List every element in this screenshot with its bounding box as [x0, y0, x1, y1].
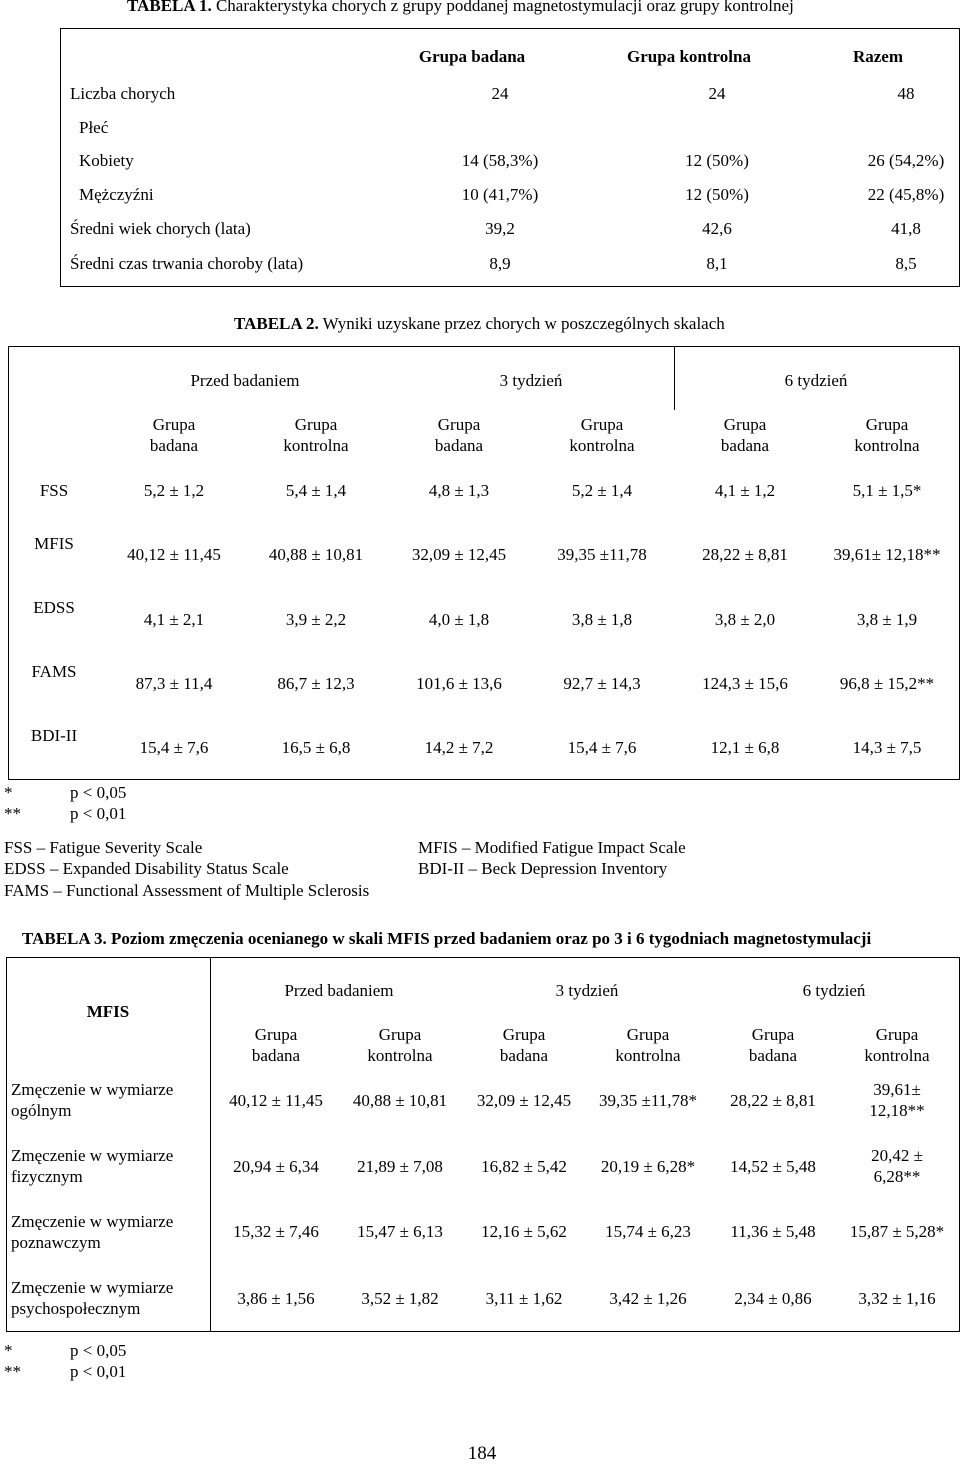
table2-row-label: BDI-II	[30, 726, 78, 745]
table2-group-header: Grupa badana	[149, 415, 199, 455]
table3-cell: 20,19 ± 6,28*	[600, 1157, 696, 1176]
table3-group-header: Grupa badana	[499, 1025, 549, 1065]
table2-cell: 39,61± 12,18**	[833, 545, 941, 564]
table2-top-border	[8, 346, 960, 347]
table3-row-label: Zmęczenie w wymiarze poznawczym	[11, 1212, 174, 1252]
table2-group-header: Grupa badana	[720, 415, 770, 455]
table3-note-text: p < 0,05	[70, 1341, 127, 1360]
table2-period-before: Przed badaniem	[190, 371, 300, 390]
abbr-edss: EDSS – Expanded Disability Status Scale	[4, 859, 289, 878]
abbr-mfis: MFIS – Modified Fatigue Impact Scale	[418, 838, 686, 857]
table2-period-week3: 3 tydzień	[499, 371, 563, 390]
table1-header-kontrolna: Grupa kontrolna	[627, 47, 751, 66]
table3-row-label: Zmęczenie w wymiarze fizycznym	[11, 1146, 174, 1186]
table3-row-label: Zmęczenie w wymiarze psychospołecznym	[11, 1278, 174, 1318]
table2-bottom-border	[8, 779, 960, 780]
table1-row-label: Średni czas trwania choroby (lata)	[70, 254, 304, 273]
table3-note-mark: **	[4, 1362, 21, 1381]
table2-cell: 4,8 ± 1,3	[428, 481, 490, 500]
table2-cell: 87,3 ± 11,4	[135, 674, 213, 693]
table2-title-label: TABELA 2.	[234, 314, 319, 333]
table2-cell: 3,9 ± 2,2	[285, 610, 347, 629]
table3-period-before: Przed badaniem	[284, 981, 394, 1000]
table1-cell: 8,1	[706, 254, 728, 273]
table3-group-header: Grupa badana	[748, 1025, 798, 1065]
table1-row-label: Płeć	[79, 118, 109, 137]
table3-cell: 39,35 ±11,78*	[599, 1091, 697, 1110]
table1-cell: 14 (58,3%)	[461, 151, 539, 170]
table2-cell: 12,1 ± 6,8	[710, 738, 780, 757]
table1-cell: 48	[897, 84, 915, 103]
table2-cell: 5,2 ± 1,4	[571, 481, 633, 500]
abbr-fss: FSS – Fatigue Severity Scale	[4, 838, 203, 857]
table3-note-text: p < 0,01	[70, 1362, 127, 1381]
table3-note-mark: *	[4, 1341, 13, 1360]
table1-row-label: Mężczyźni	[79, 185, 154, 204]
table1-row-label: Liczba chorych	[70, 84, 176, 103]
table1-cell: 24	[708, 84, 726, 103]
table2-group-header: Grupa kontrolna	[283, 415, 349, 455]
table2-cell: 101,6 ± 13,6	[416, 674, 502, 693]
table3-cell: 15,32 ± 7,46	[233, 1222, 319, 1241]
table3-cell: 28,22 ± 8,81	[730, 1091, 816, 1110]
table3-cell: 39,61± 12,18**	[869, 1080, 925, 1120]
table2-note-mark: *	[4, 783, 13, 802]
table1-row-label: Kobiety	[79, 151, 134, 170]
table1-row-label: Średni wiek chorych (lata)	[70, 219, 251, 238]
table1-cell: 26 (54,2%)	[867, 151, 945, 170]
table3-cell: 3,32 ± 1,16	[858, 1289, 936, 1308]
table3-cell: 14,52 ± 5,48	[730, 1157, 816, 1176]
table2-cell: 4,1 ± 1,2	[714, 481, 776, 500]
table3-cell: 20,42 ± 6,28**	[871, 1146, 923, 1186]
table2-note-text: p < 0,01	[70, 804, 127, 823]
table3-cell: 3,86 ± 1,56	[237, 1289, 315, 1308]
table2-group-header: Grupa badana	[434, 415, 484, 455]
table2-row-label: FSS	[39, 481, 69, 500]
table3-bottom-border	[6, 1331, 960, 1332]
table3-cell: 12,16 ± 5,62	[481, 1222, 567, 1241]
table1-cell: 8,9	[489, 254, 511, 273]
table3-cell: 16,82 ± 5,42	[481, 1157, 567, 1176]
table2-cell: 3,8 ± 1,9	[856, 610, 918, 629]
table3-group-header: Grupa kontrolna	[615, 1025, 681, 1065]
table3-cell: 15,87 ± 5,28*	[849, 1222, 945, 1241]
table1-title-text: Charakterystyka chorych z grupy poddanej magnetostymulacji oraz grupy kontrolnej	[215, 0, 794, 15]
table3-cell: 32,09 ± 12,45	[476, 1091, 572, 1110]
table2-group-header: Grupa kontrolna	[854, 415, 920, 455]
table3-cell: 15,47 ± 6,13	[357, 1222, 443, 1241]
table2-period-week6: 6 tydzień	[784, 371, 848, 390]
table2-left-border	[8, 346, 9, 779]
table3-left-border	[6, 957, 7, 1331]
table1-title	[127, 0, 794, 16]
page-number: 184	[467, 1443, 497, 1464]
table2-cell: 40,88 ± 10,81	[268, 545, 364, 564]
table2-cell: 5,2 ± 1,2	[143, 481, 205, 500]
table2-cell: 14,3 ± 7,5	[852, 738, 922, 757]
table2-row-label: EDSS	[33, 598, 75, 617]
table2-cell: 4,1 ± 2,1	[143, 610, 205, 629]
table1-cell: 22 (45,8%)	[867, 185, 945, 204]
table2-cell: 15,4 ± 7,6	[567, 738, 637, 757]
table1-cell: 10 (41,7%)	[461, 185, 539, 204]
table2-cell: 5,4 ± 1,4	[285, 481, 347, 500]
table3-cell: 40,12 ± 11,45	[229, 1091, 323, 1110]
table1-cell: 42,6	[702, 219, 732, 238]
table2-cell: 92,7 ± 14,3	[563, 674, 641, 693]
table2-cell: 28,22 ± 8,81	[702, 545, 788, 564]
table3-group-header: Grupa kontrolna	[864, 1025, 930, 1065]
table2-note-text: p < 0,05	[70, 783, 127, 802]
table3-cell: 40,88 ± 10,81	[352, 1091, 448, 1110]
table2-cell: 32,09 ± 12,45	[411, 545, 507, 564]
table3-group-header: Grupa kontrolna	[367, 1025, 433, 1065]
table1-cell: 8,5	[895, 254, 917, 273]
table2-cell: 86,7 ± 12,3	[277, 674, 355, 693]
table1-title-label: TABELA 1.	[127, 0, 212, 15]
table2-cell: 5,1 ± 1,5*	[852, 481, 922, 500]
table2-group-header: Grupa kontrolna	[569, 415, 635, 455]
table3-row-label: Zmęczenie w wymiarze ogólnym	[11, 1080, 174, 1120]
table3-cell: 3,42 ± 1,26	[609, 1289, 687, 1308]
table2-title-text: Wyniki uzyskane przez chorych w poszczególnych skalach	[322, 314, 725, 333]
table2-note-mark: **	[4, 804, 21, 823]
table2-cell: 3,8 ± 2,0	[714, 610, 776, 629]
table3-title-label: TABELA 3.	[22, 929, 107, 948]
table2-title	[234, 314, 725, 334]
table1-header-razem: Razem	[852, 47, 904, 66]
table2-cell: 39,35 ±11,78	[557, 545, 647, 564]
table3-cell: 2,34 ± 0,86	[734, 1289, 812, 1308]
table3-label-divider	[210, 957, 211, 1331]
table3-title	[22, 929, 871, 949]
table2-cell: 16,5 ± 6,8	[281, 738, 351, 757]
table3-top-border	[6, 957, 960, 958]
table3-cell: 3,52 ± 1,82	[361, 1289, 439, 1308]
table2-cell: 14,2 ± 7,2	[424, 738, 494, 757]
table1-cell: 39,2	[485, 219, 515, 238]
table2-period-divider	[674, 346, 675, 410]
table3-period-week3: 3 tydzień	[555, 981, 619, 1000]
table1-cell: 24	[491, 84, 509, 103]
table3-period-week6: 6 tydzień	[802, 981, 866, 1000]
table1-cell: 12 (50%)	[685, 185, 749, 204]
table3-cell: 21,89 ± 7,08	[357, 1157, 443, 1176]
table3-title-text: Poziom zmęczenia ocenianego w skali MFIS przed badaniem oraz po 3 i 6 tygodniach magnetostymulacji	[110, 929, 872, 948]
table2-cell: 3,8 ± 1,8	[571, 610, 633, 629]
abbr-bdi: BDI-II – Beck Depression Inventory	[418, 859, 668, 878]
table3-cell: 20,94 ± 6,34	[233, 1157, 319, 1176]
table1-cell: 41,8	[891, 219, 921, 238]
table2-cell: 40,12 ± 11,45	[127, 545, 221, 564]
table3-cell: 3,11 ± 1,62	[485, 1289, 563, 1308]
table3-group-header: Grupa badana	[251, 1025, 301, 1065]
table3-corner: MFIS	[86, 1002, 130, 1021]
table1-cell: 12 (50%)	[685, 151, 749, 170]
abbr-fams: FAMS – Functional Assessment of Multiple Sclerosis	[4, 881, 370, 900]
table2-cell: 4,0 ± 1,8	[428, 610, 490, 629]
table3-cell: 15,74 ± 6,23	[605, 1222, 691, 1241]
table2-cell: 124,3 ± 15,6	[702, 674, 788, 693]
table2-row-label: FAMS	[31, 662, 77, 681]
table2-row-label: MFIS	[34, 534, 74, 553]
table2-cell: 15,4 ± 7,6	[139, 738, 209, 757]
table1-header-badana: Grupa badana	[418, 47, 526, 66]
table3-cell: 11,36 ± 5,48	[730, 1222, 816, 1241]
table2-cell: 96,8 ± 15,2**	[839, 674, 935, 693]
